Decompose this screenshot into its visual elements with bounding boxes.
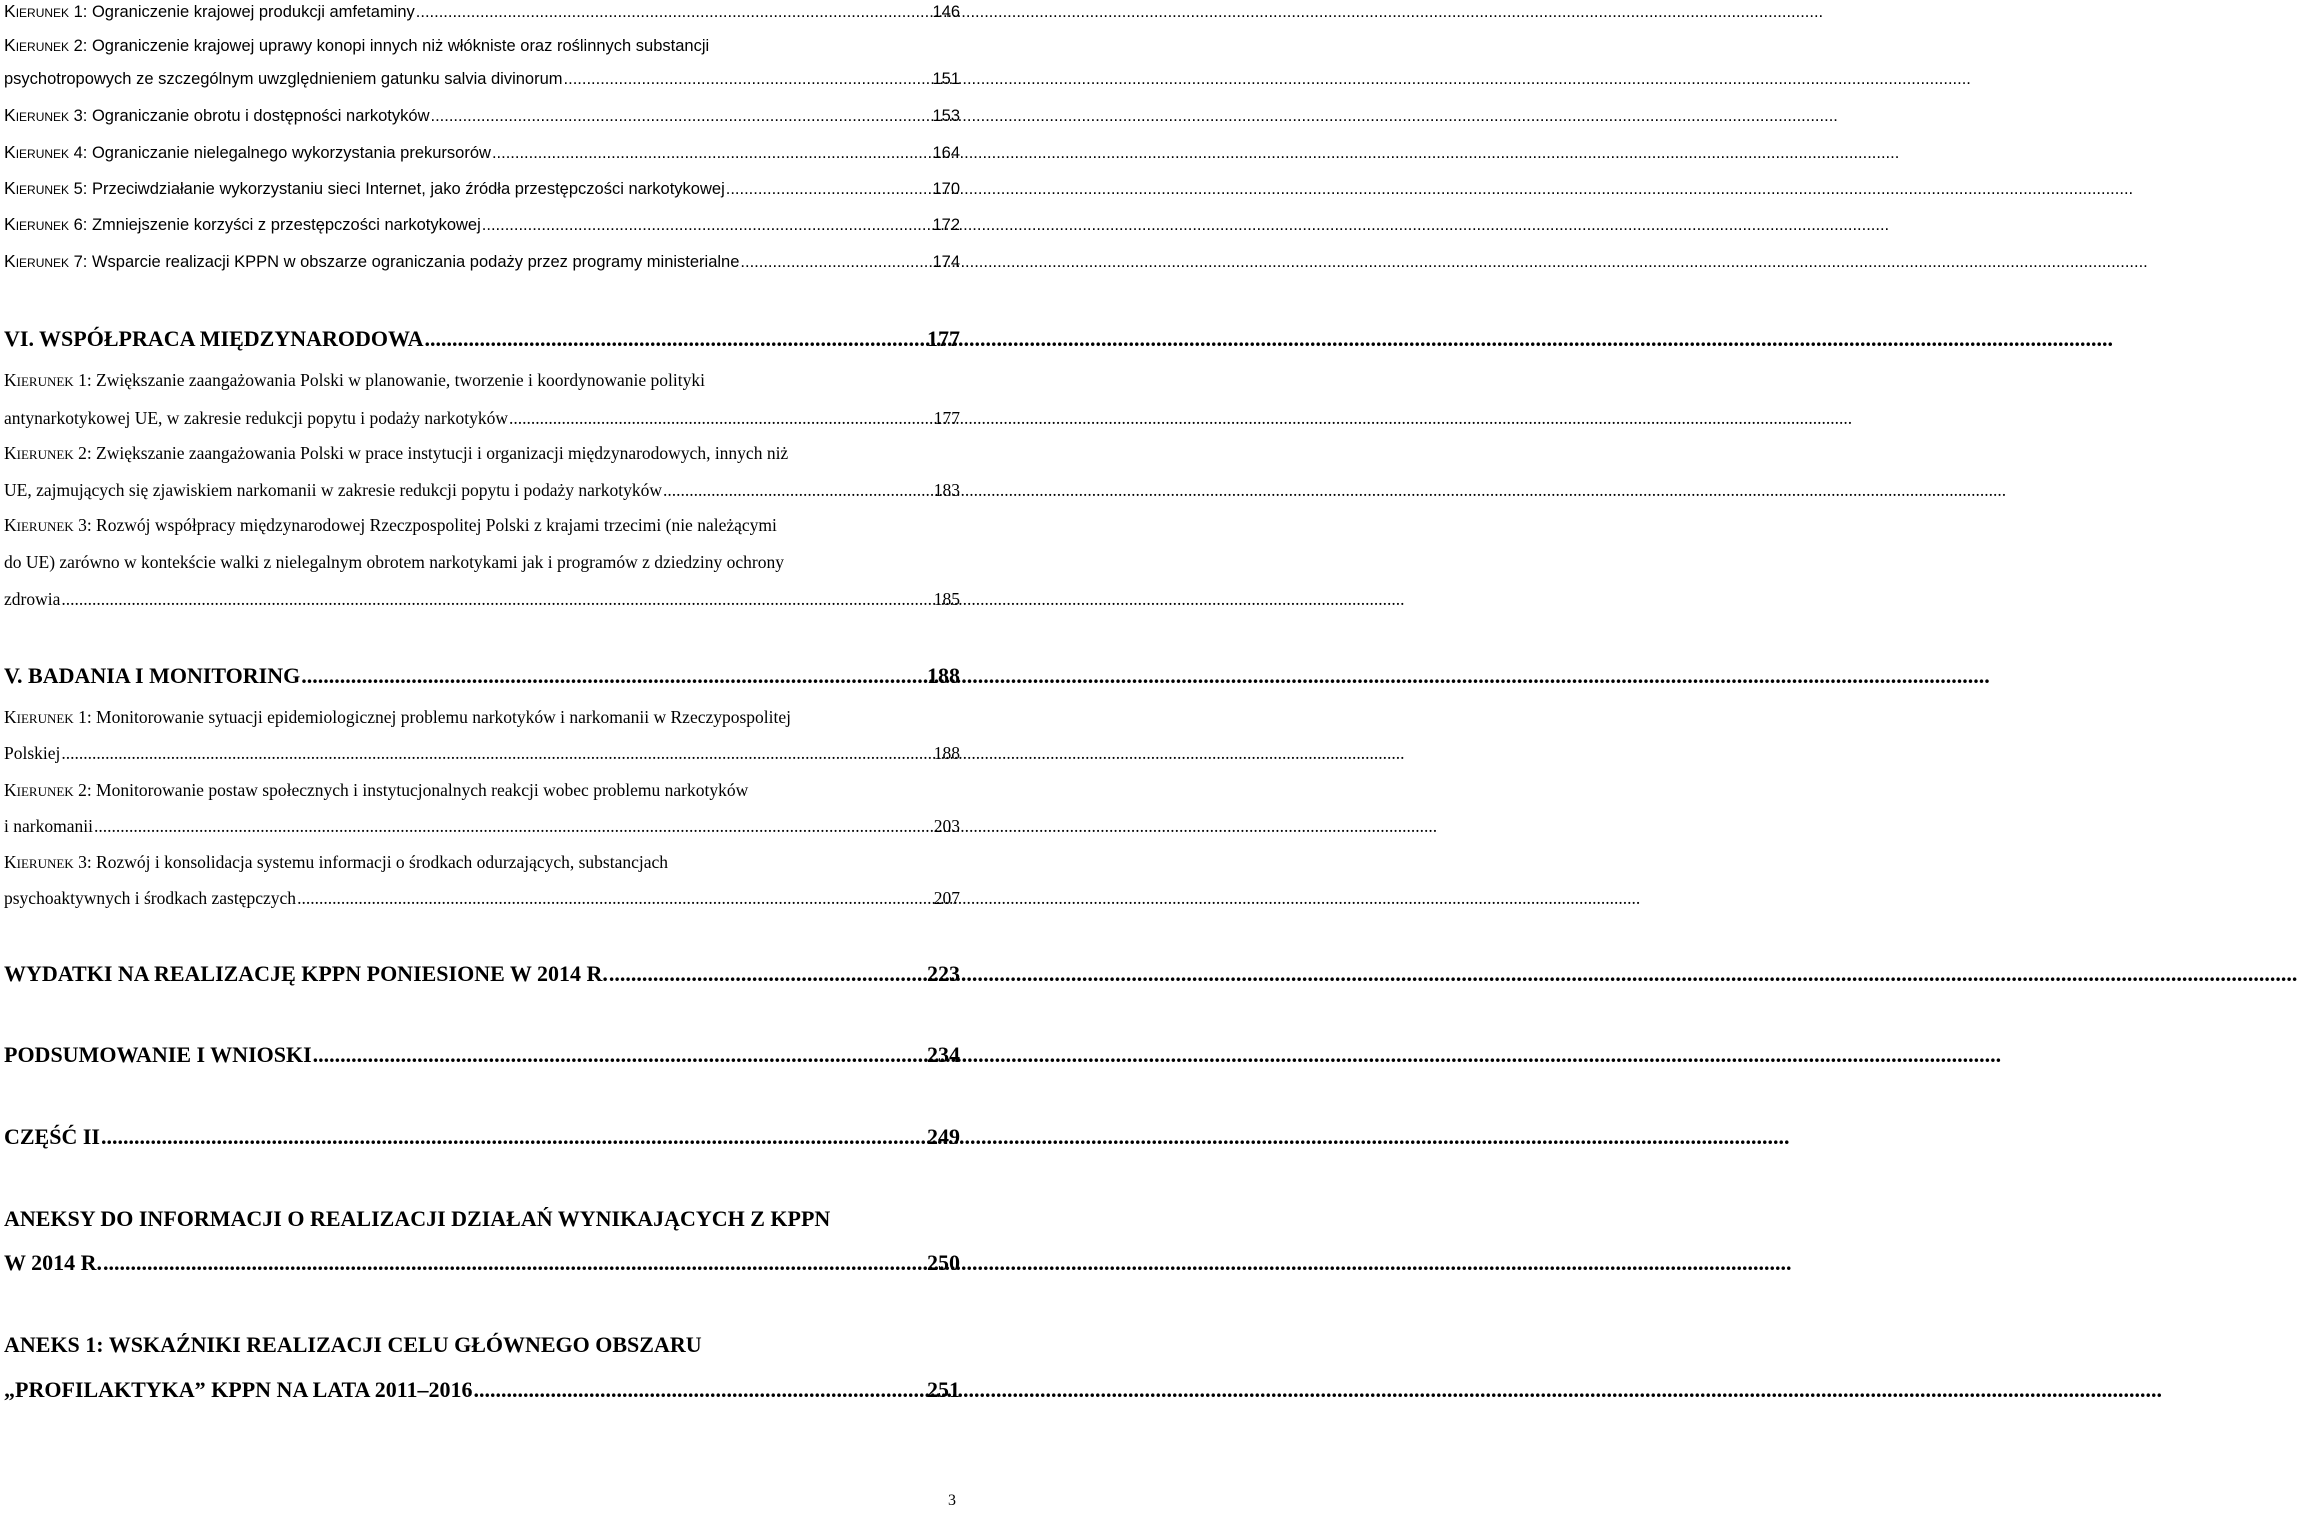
toc-line (4, 779, 960, 803)
dot-leader (492, 142, 932, 164)
toc-line (4, 68, 960, 90)
toc-line (4, 213, 960, 237)
toc-title-text: psychotropowych ze szczególnym uwzględnieniem gatunku salvia divinorum (4, 70, 563, 88)
toc-title-text: W 2014 R. (4, 1250, 102, 1275)
toc-line (4, 407, 960, 429)
direction-keyword: KIERUNEK (4, 370, 74, 390)
toc-line (4, 250, 960, 274)
toc-page-number: 183 (933, 480, 960, 500)
toc-title-text: antynarkotykowej UE, w zakresie redukcji popytu i podaży narkotyków (4, 408, 508, 428)
direction-keyword: KIERUNEK (4, 515, 74, 535)
toc-page-number: 223 (927, 961, 960, 986)
toc-page-number: 177 (927, 326, 960, 351)
toc-line (4, 663, 960, 689)
toc-line (4, 1206, 960, 1232)
toc-line (4, 177, 960, 201)
direction-keyword: KIERUNEK (4, 852, 74, 872)
toc-title-text: 4: Ograniczanie nielegalnego wykorzystania prekursorów (73, 144, 491, 162)
dot-leader (61, 742, 932, 764)
toc-title-text: 3: Ograniczanie obrotu i dostępności narkotyków (73, 107, 430, 125)
toc-title-text: do UE) zarówno w kontekście walki z nielegalnym obrotem narkotykami jak i programów z dziedziny ochrony (4, 552, 784, 572)
toc-line (4, 887, 960, 909)
toc-line (4, 479, 960, 501)
toc-line (4, 141, 960, 165)
dot-leader (101, 1124, 926, 1150)
toc-line (4, 0, 960, 24)
direction-keyword: KIERUNEK (4, 707, 74, 727)
toc-page-number: 153 (932, 107, 960, 125)
toc-line (4, 1042, 960, 1068)
toc-line (4, 514, 960, 538)
dot-leader (474, 1377, 926, 1403)
dot-leader (431, 105, 932, 127)
toc-page-number: 151 (932, 70, 960, 88)
toc-title-text: 2: Monitorowanie postaw społecznych i instytucjonalnych reakcji wobec problemu narkotyków (78, 780, 749, 800)
toc-page-number: 188 (933, 743, 960, 763)
toc-line (4, 34, 960, 58)
toc-title-text: WYDATKI NA REALIZACJĘ KPPN PONIESIONE W 2014 R. (4, 961, 608, 986)
toc-page-number: 203 (933, 816, 960, 836)
toc-title-text: Polskiej (4, 743, 61, 763)
toc-line (4, 442, 960, 466)
toc-title-text: ANEKS 1: WSKAŹNIKI REALIZACJI CELU GŁÓWNEGO OBSZARU (4, 1332, 702, 1357)
direction-keyword: KIERUNEK (4, 214, 70, 234)
toc-page-number: 249 (927, 1124, 960, 1149)
dot-leader (301, 663, 926, 689)
toc-line (4, 1124, 960, 1150)
toc-page-number: 234 (927, 1042, 960, 1067)
toc-title-text: PODSUMOWANIE I WNIOSKI (4, 1042, 312, 1067)
toc-line (4, 742, 960, 764)
toc-title-text: i narkomanii (4, 816, 93, 836)
toc-page-number: 188 (927, 663, 960, 688)
dot-leader (297, 887, 933, 909)
toc-line (4, 1250, 960, 1276)
toc-title-text: zdrowia (4, 589, 61, 609)
toc-line (4, 706, 960, 730)
toc-page-number: 207 (933, 888, 960, 908)
toc-title-text: 3: Rozwój współpracy międzynarodowej Rzeczpospolitej Polski z krajami trzecimi (nie należącymi (78, 515, 777, 535)
toc-page-number: 251 (927, 1377, 960, 1402)
dot-leader (424, 326, 926, 352)
toc-title-text: 2: Zwiększanie zaangażowania Polski w prace instytucji i organizacji międzynarodowych, innych niż (78, 443, 789, 463)
toc-title-text: psychoaktywnych i środkach zastępczych (4, 888, 297, 908)
toc-title-text: CZĘŚĆ II (4, 1124, 100, 1149)
dot-leader (103, 1250, 926, 1276)
toc-title-text: „PROFILAKTYKA” KPPN NA LATA 2011–2016 (4, 1377, 473, 1402)
toc-title-text: 2: Ograniczenie krajowej uprawy konopi innych niż włókniste oraz roślinnych substancji (73, 37, 710, 55)
toc-page-number: 174 (932, 253, 960, 271)
toc-title-text: 3: Rozwój i konsolidacja systemu informacji o środkach odurzających, substancjach (78, 852, 669, 872)
toc-title-text: 6: Zmniejszenie korzyści z przestępczości narkotykowej (73, 216, 481, 234)
toc-line (4, 588, 960, 610)
toc-line (4, 1332, 960, 1358)
toc-title-text: 7: Wsparcie realizacji KPPN w obszarze ograniczania podaży przez programy ministerialne (73, 253, 740, 271)
toc-title-text: 1: Ograniczenie krajowej produkcji amfetaminy (73, 3, 415, 21)
toc-line (4, 104, 960, 128)
dot-leader (609, 961, 926, 987)
toc-title-text: 1: Monitorowanie sytuacji epidemiologicznej problemu narkotyków i narkomanii w Rzeczypospolitej (78, 707, 792, 727)
direction-keyword: KIERUNEK (4, 251, 70, 271)
dot-leader (663, 479, 933, 501)
direction-keyword: KIERUNEK (4, 178, 70, 198)
toc-page-number: 170 (932, 180, 960, 198)
toc-line (4, 369, 960, 393)
dot-leader (61, 588, 932, 610)
dot-leader (482, 214, 932, 236)
toc-line (4, 551, 960, 573)
toc-page-number: 250 (927, 1250, 960, 1275)
dot-leader (313, 1042, 926, 1068)
toc-title-text: UE, zajmujących się zjawiskiem narkomanii w zakresie redukcji popytu i podaży narkotyków (4, 480, 662, 500)
dot-leader (416, 1, 932, 23)
direction-keyword: KIERUNEK (4, 105, 70, 125)
direction-keyword: KIERUNEK (4, 780, 74, 800)
toc-title-text: ANEKSY DO INFORMACJI O REALIZACJI DZIAŁAŃ WYNIKAJĄCYCH Z KPPN (4, 1206, 831, 1231)
toc-page-number: 172 (932, 216, 960, 234)
toc-line (4, 1377, 960, 1403)
direction-keyword: KIERUNEK (4, 35, 70, 55)
toc-title-text: V. BADANIA I MONITORING (4, 663, 301, 688)
toc-line (4, 815, 960, 837)
direction-keyword: KIERUNEK (4, 1, 70, 21)
toc-page-number: 177 (933, 408, 960, 428)
direction-keyword: KIERUNEK (4, 142, 70, 162)
toc-page-number: 164 (932, 144, 960, 162)
page-number: 3 (948, 1492, 956, 1509)
dot-leader (509, 407, 933, 429)
toc-title-text: 1: Zwiększanie zaangażowania Polski w planowanie, tworzenie i koordynowanie polityki (78, 370, 705, 390)
toc-line (4, 961, 960, 987)
toc-title-text: VI. WSPÓŁPRACA MIĘDZYNARODOWA (4, 326, 424, 351)
toc-page-number: 185 (933, 589, 960, 609)
toc-page-number: 146 (932, 3, 960, 21)
toc-title-text: 5: Przeciwdziałanie wykorzystaniu sieci Internet, jako źródła przestępczości narkotykowej (73, 180, 725, 198)
dot-leader (564, 68, 932, 90)
dot-leader (740, 251, 931, 273)
dot-leader (94, 815, 933, 837)
dot-leader (726, 178, 932, 200)
toc-line (4, 851, 960, 875)
toc-line (4, 326, 960, 352)
direction-keyword: KIERUNEK (4, 443, 74, 463)
